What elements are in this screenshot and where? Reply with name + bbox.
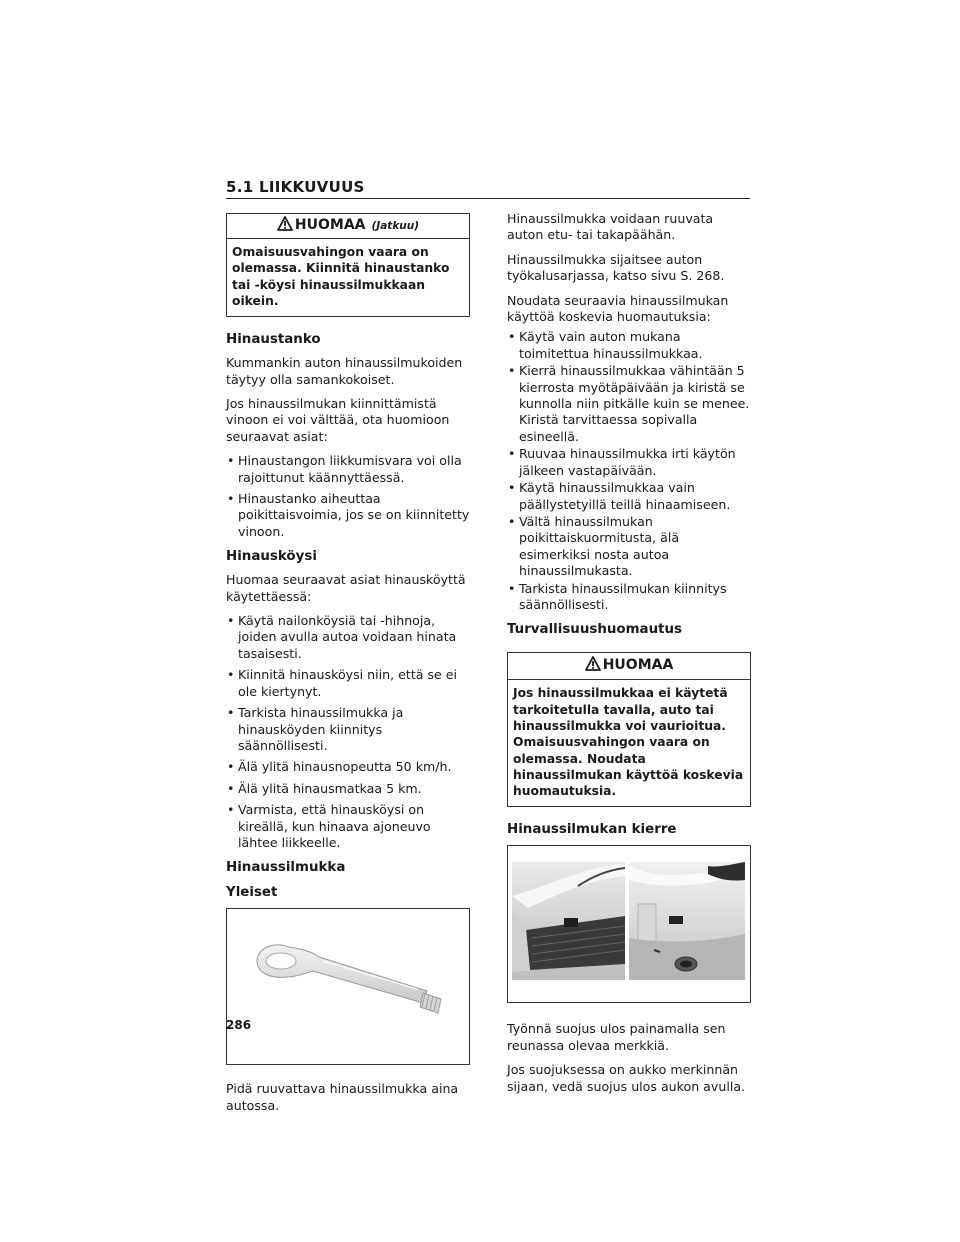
list-item: • Varmista, että hinausköysi on kireällä, kun hinaava ajoneuvo lähtee liikkeelle. — [226, 802, 470, 851]
list-item: • Tarkista hinaussilmukan kiinnitys säännöllisesti. — [507, 581, 751, 614]
notice-header — [227, 214, 469, 239]
bullet-list-koysi — [226, 613, 470, 851]
notice-title: HUOMAA — [294, 217, 366, 233]
paragraph: Pidä ruuvattava hinaussilmukka aina autossa. — [226, 1081, 459, 1113]
list-item: • Kierrä hinaussilmukkaa vähintään 5 kierrosta myötäpäivään ja kiristä se kunnolla niin pitkälle kuin se menee. Kiristä tarvittaessa sopivalla esineellä. — [507, 363, 751, 445]
list-item: • Vältä hinaussilmukan poikittaiskuormitusta, älä esimerkiksi nosta autoa hinaussilmukasta. — [507, 514, 751, 580]
paragraph: Jos suojuksessa on aukko merkinnän sijaan, vedä suojus ulos aukon avulla. — [507, 1062, 746, 1094]
bullet-list-silmukka — [507, 329, 751, 613]
list-item: • Käytä hinaussilmukkaa vain päällystetyillä teillä hinaamiseen. — [507, 480, 751, 513]
bullet-list-tanko — [226, 453, 470, 540]
list-item: • Tarkista hinaussilmukka ja hinausköyden kiinnitys säännöllisesti. — [226, 705, 470, 754]
heading-turvallisuushuomautus: Turvallisuushuomautus — [507, 622, 683, 638]
list-item: • Älä ylitä hinausmatkaa 5 km. — [226, 781, 470, 797]
page-number: 286 — [226, 1018, 252, 1032]
list-item: • Älä ylitä hinausnopeutta 50 km/h. — [226, 759, 470, 775]
list-item: • Hinaustangon liikkumisvara voi olla rajoittunut käännyttäessä. — [226, 453, 470, 486]
paragraph: Huomaa seuraavat asiat hinausköyttä käytettäessä: — [226, 572, 466, 604]
notice-continued-label: (Jatkuu) — [371, 220, 420, 232]
list-item: • Hinaustanko aiheuttaa poikittaisvoimia, jos se on kiinnitetty vinoon. — [226, 491, 470, 540]
bumper-drawing — [508, 846, 750, 1002]
tow-hook-drawing — [227, 909, 469, 1064]
paragraph: Noudata seuraavia hinaussilmukan käyttöä koskevia huomautuksia: — [507, 292, 729, 325]
right-column — [507, 211, 751, 1103]
heading-hinaussilmukka: Hinaussilmukka — [226, 860, 346, 876]
notice-text: Omaisuusvahingon vaara on olemassa. Kiinnitä hinaustanko tai -köysi hinaussilmukkaan oikein. — [232, 245, 450, 308]
list-item: • Ruuvaa hinaussilmukka irti käytön jälkeen vastapäivään. — [507, 446, 751, 479]
paragraph: Hinaussilmukka voidaan ruuvata auton etu- tai takapäähän. — [507, 211, 714, 243]
notice-safety — [507, 652, 751, 807]
heading-hinaussilmukan-kierre: Hinaussilmukan kierre — [507, 822, 677, 838]
heading-yleiset: Yleiset — [226, 885, 278, 901]
paragraph: Kummankin auton hinaussilmukoiden täytyy olla samankokoiset. — [226, 355, 463, 387]
paragraph: Työnnä suojus ulos painamalla sen reunassa olevaa merkkiä. — [507, 1021, 726, 1053]
warning-icon — [277, 216, 293, 236]
paragraph: Hinaussilmukka sijaitsee auton työkalusarjassa, katso sivu S. 268. — [507, 251, 725, 284]
notice-title: HUOMAA — [602, 657, 674, 674]
list-item: • Kiinnitä hinausköysi niin, että se ei ole kiertynyt. — [226, 667, 470, 700]
list-item: • Käytä nailonköysiä tai -hihnoja, joiden avulla autoa voidaan hinata tasaisesti. — [226, 613, 470, 662]
notice-continued — [226, 213, 470, 317]
notice-header — [508, 653, 750, 680]
list-item: • Käytä vain auton mukana toimitettua hinaussilmukkaa. — [507, 329, 751, 362]
section-title: 5.1 LIIKKUVUUS — [226, 178, 365, 196]
tow-hook-illustration — [226, 908, 470, 1065]
paragraph: Jos hinaussilmukan kiinnittämistä vinoon ei voi välttää, ota huomioon seuraavat asiat: — [226, 396, 450, 444]
warning-icon — [585, 656, 601, 676]
left-column — [226, 213, 470, 1122]
header-rule — [226, 198, 750, 199]
heading-hinaustanko: Hinaustanko — [226, 332, 321, 348]
heading-hinauskoysi: Hinausköysi — [226, 549, 317, 565]
bumper-photo-illustration — [507, 845, 751, 1003]
notice-text: Jos hinaussilmukkaa ei käytetä tarkoitetulla tavalla, auto tai hinaussilmukka voi vaurioitua. Omaisuusvahingon vaara on olemassa. Noudata hinaussilmukan käyttöä koskevia huomautuksia. — [513, 686, 744, 799]
